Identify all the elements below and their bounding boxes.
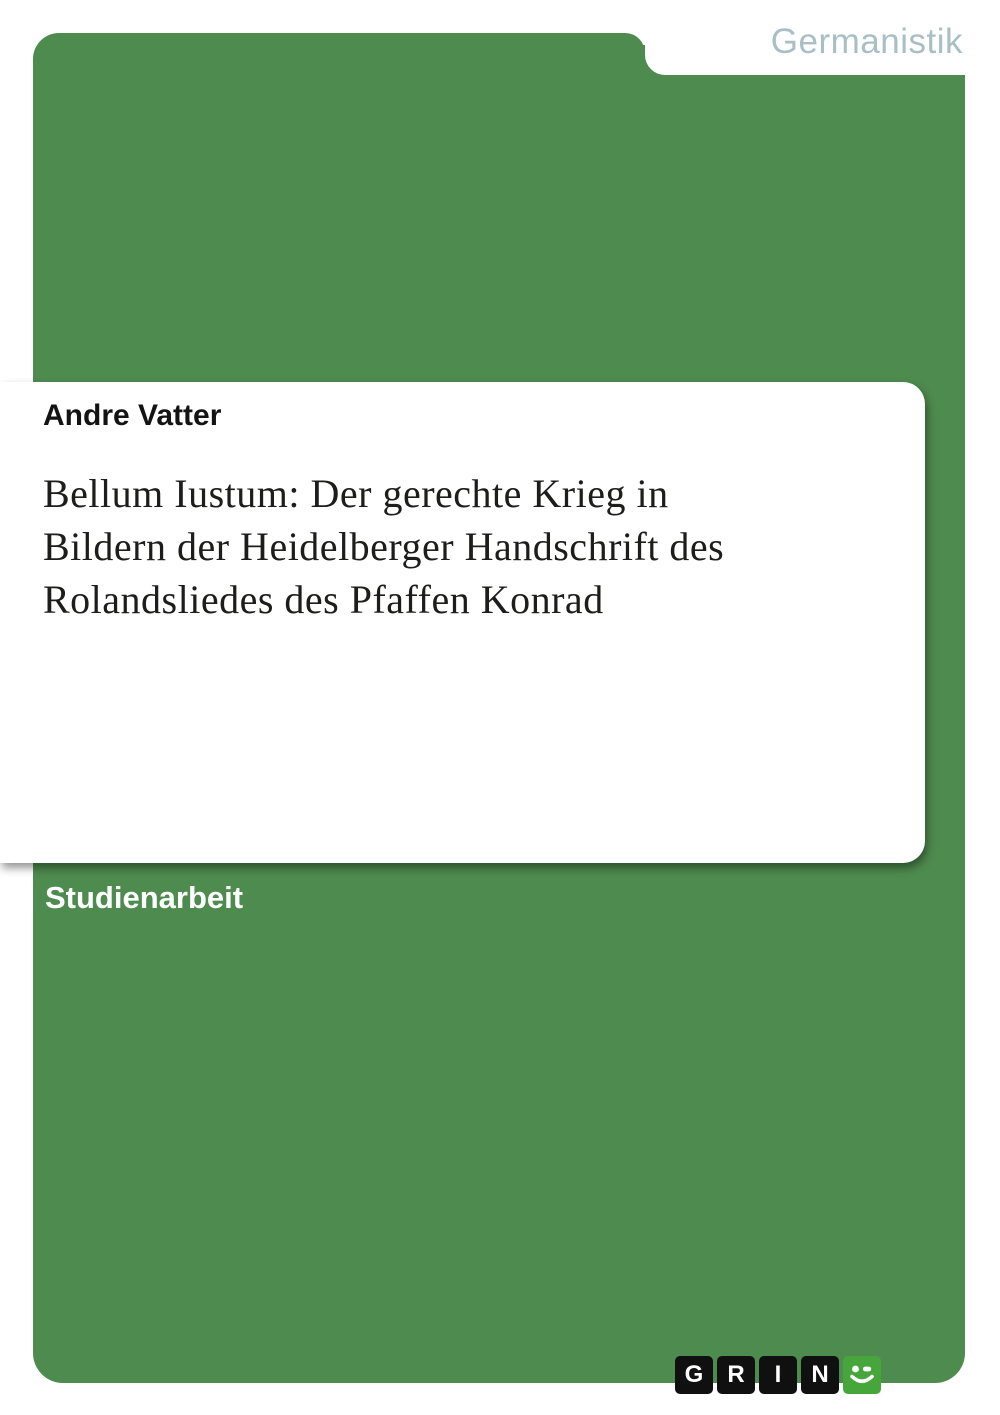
grin-logo-letter-i: I: [759, 1356, 797, 1394]
grin-logo-letter-g: G: [675, 1356, 713, 1394]
author-name: Andre Vatter: [43, 399, 222, 432]
category-label: Germanistik: [770, 22, 963, 61]
title-box: [0, 382, 925, 863]
grin-logo-letter-r: R: [717, 1356, 755, 1394]
document-title: [43, 467, 885, 626]
winking-smiley-icon: [843, 1356, 881, 1394]
grin-logo: [675, 1356, 881, 1394]
cover-green-tab: [33, 33, 645, 93]
title-line-2: Bildern der Heidelberger Handschrift des: [43, 524, 725, 569]
title-line-3: Rolandsliedes des Pfaffen Konrad: [43, 577, 604, 622]
title-line-1: Bellum Iustum: Der gerechte Krieg in: [43, 471, 669, 516]
document-type-label: Studienarbeit: [45, 880, 244, 915]
grin-logo-letter-n: N: [801, 1356, 839, 1394]
